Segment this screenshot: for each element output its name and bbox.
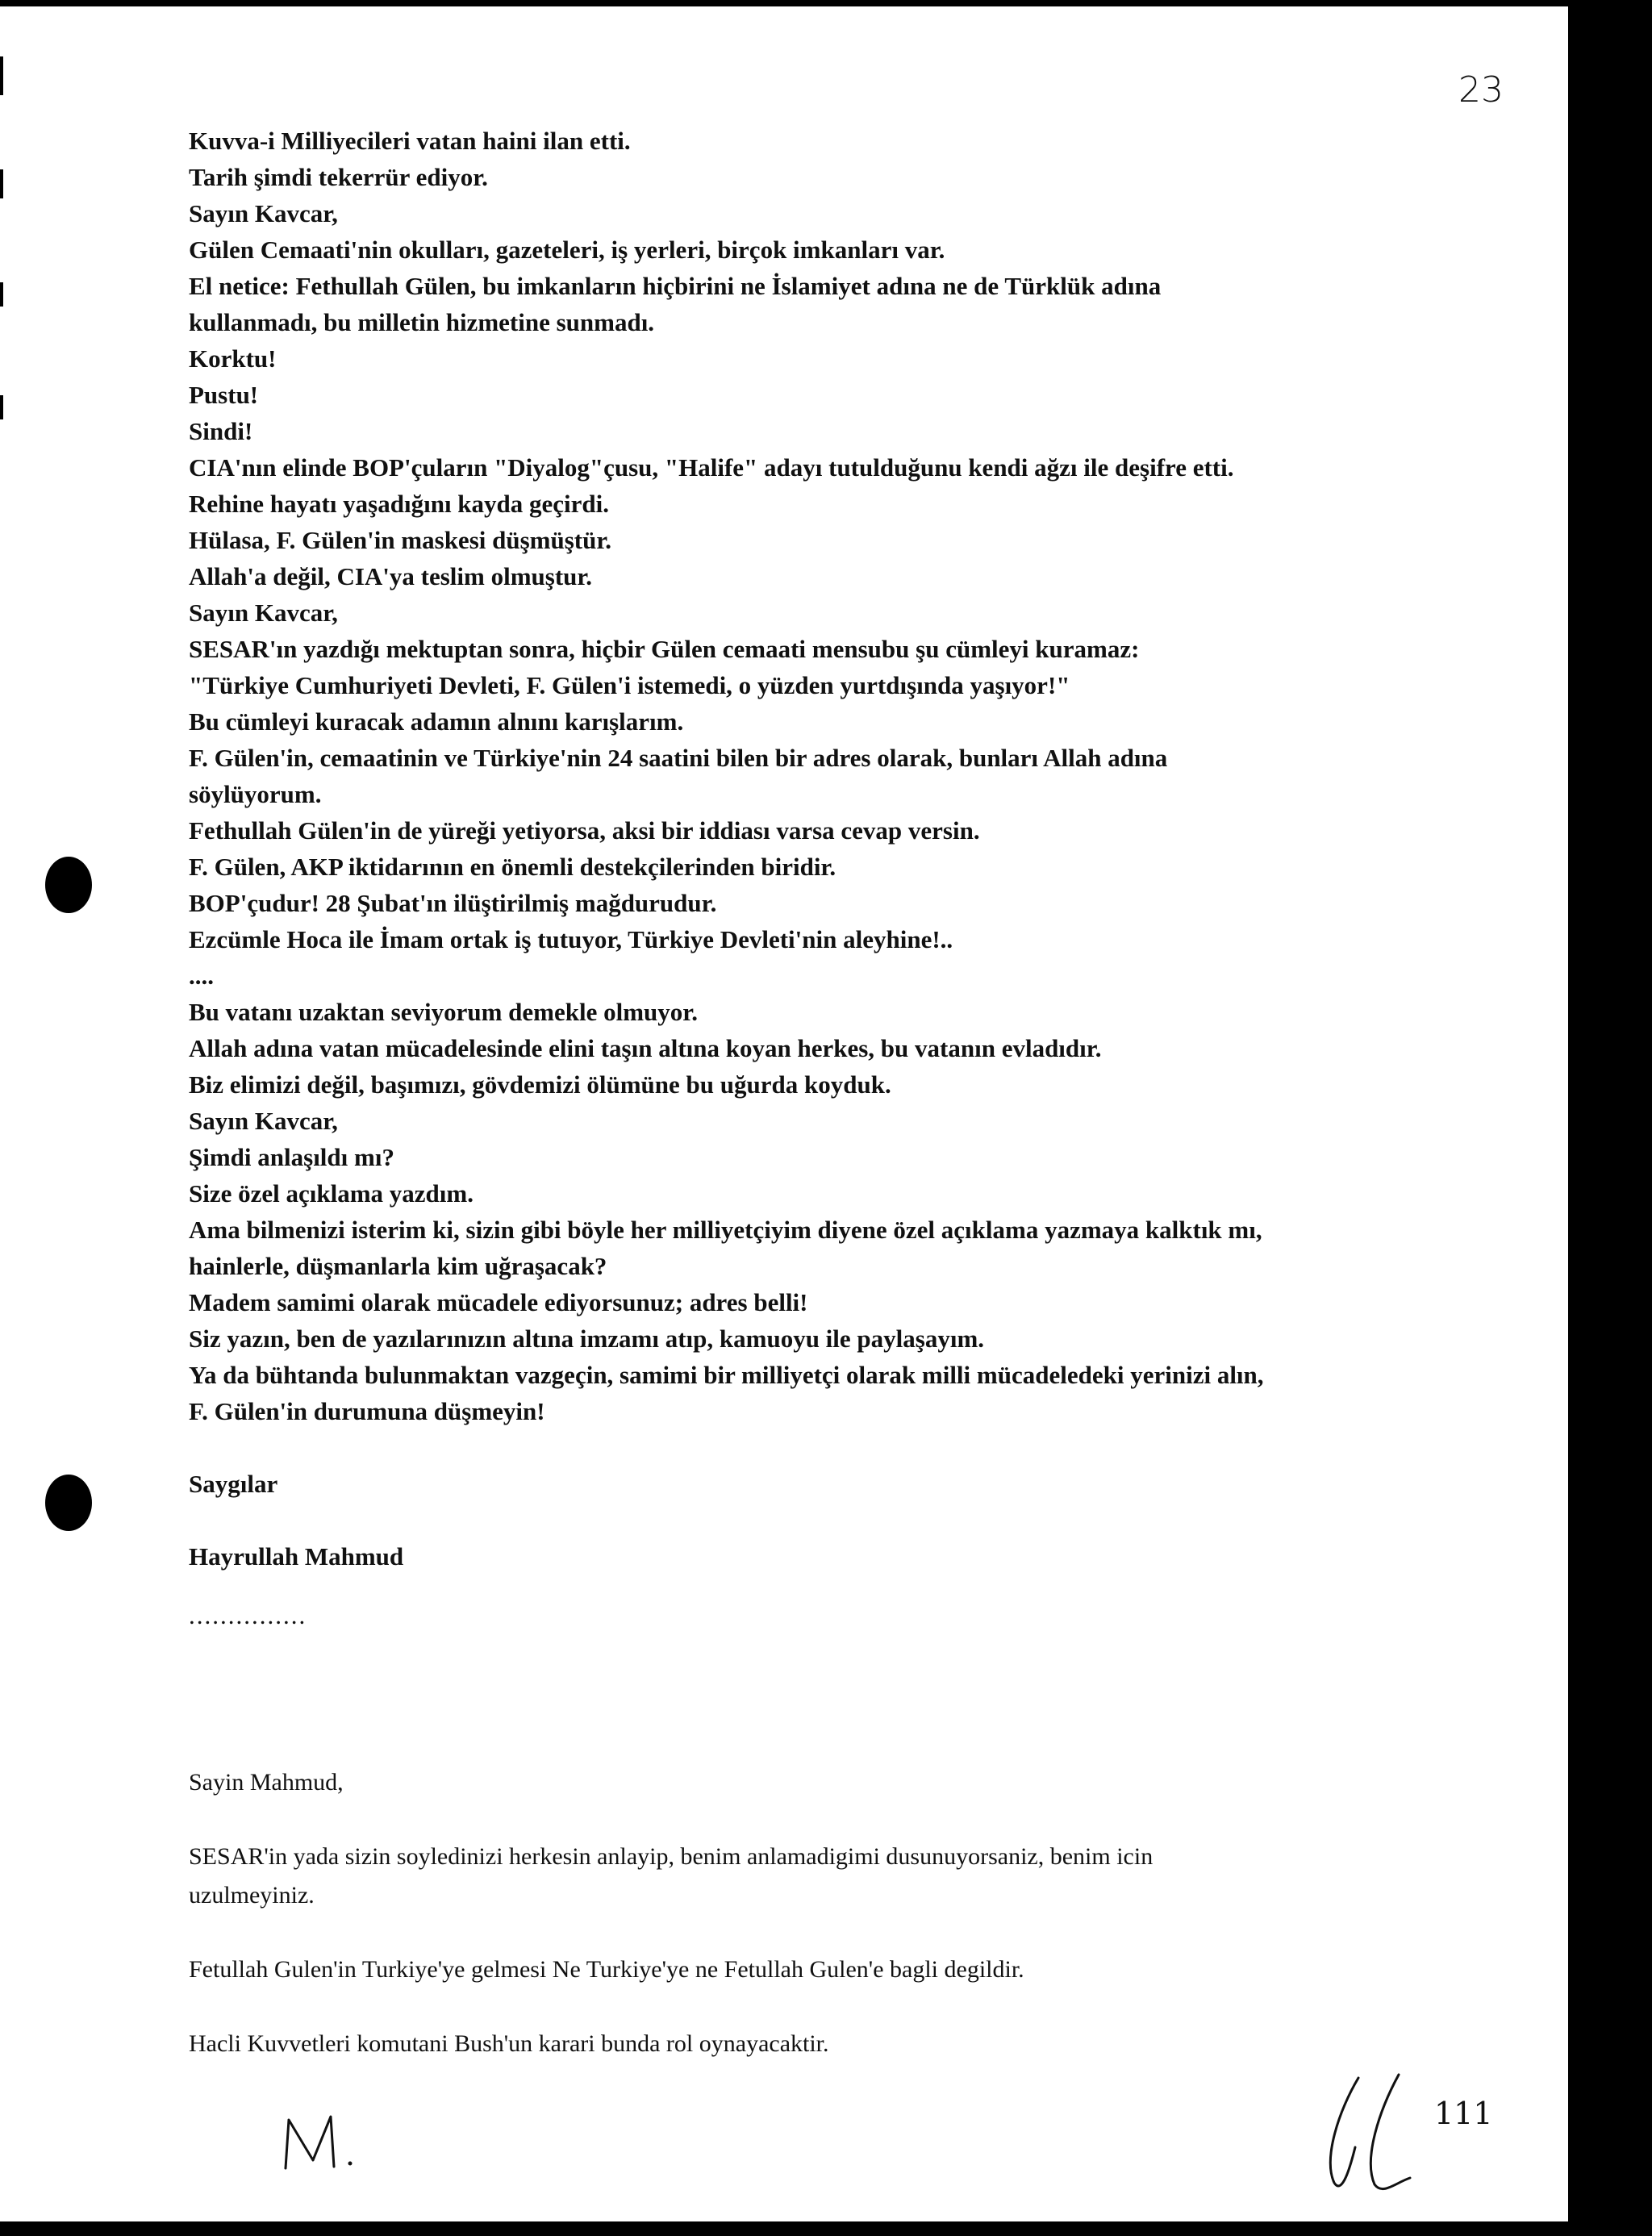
letter-line: F. Gülen, AKP iktidarının en önemli destekçilerinden biridir.: [189, 853, 836, 881]
handwritten-page-number: 23: [1458, 69, 1504, 111]
letter-line: Sayın Kavcar,: [189, 599, 338, 627]
letter-line: söylüyorum.: [189, 780, 322, 808]
spacer: [189, 1575, 1463, 1597]
scan-edge-mark: [0, 169, 3, 198]
handwritten-initial-m: [281, 2104, 378, 2176]
spacer: [189, 1502, 1463, 1538]
letter-line: Ama bilmenizi isterim ki, sizin gibi böyle her milliyetçiyim diyene özel açıklama yazmaya kalktık mı,: [189, 1216, 1262, 1244]
letter-body: [189, 123, 1463, 1633]
letter-line: Sindi!: [189, 417, 253, 445]
letter-line: Tarih şimdi tekerrür ediyor.: [189, 163, 488, 191]
letter-line: Allah adına vatan mücadelesinde elini taşın altına koyan herkes, bu vatanın evladıdır.: [189, 1034, 1102, 1062]
letter-line: Şimdi anlaşıldı mı?: [189, 1143, 394, 1171]
reply-salutation: Sayin Mahmud,: [189, 1769, 344, 1796]
handwritten-signature: [1315, 2070, 1428, 2199]
scan-border-top: [0, 0, 1652, 6]
page-number: 111: [1434, 2096, 1493, 2131]
letter-line: Korktu!: [189, 344, 277, 373]
letter-line: Bu cümleyi kuracak adamın alnını karışlarım.: [189, 707, 684, 736]
letter-line: Madem samimi olarak mücadele ediyorsunuz; adres belli!: [189, 1288, 808, 1316]
letter-closing: Saygılar: [189, 1470, 278, 1498]
letter-line: BOP'çudur! 28 Şubat'ın ilüştirilmiş mağdurudur.: [189, 889, 717, 917]
letter-line: F. Gülen'in durumuna düşmeyin!: [189, 1397, 545, 1425]
letter-line: Sayın Kavcar,: [189, 1107, 338, 1135]
letter-line: Biz elimizi değil, başımızı, gövdemizi ölümüne bu uğurda koyduk.: [189, 1070, 891, 1099]
spacer: [189, 1915, 1463, 1950]
letter-line: Allah'a değil, CIA'ya teslim olmuştur.: [189, 562, 593, 590]
letter-line: Size özel açıklama yazdım.: [189, 1179, 473, 1208]
letter-line: Gülen Cemaati'nin okulları, gazeteleri, iş yerleri, birçok imkanları var.: [189, 236, 945, 264]
letter-line: SESAR'ın yazdığı mektuptan sonra, hiçbir Gülen cemaati mensubu şu cümleyi kuramaz:: [189, 635, 1140, 663]
reply-paragraph-line: uzulmeyiniz.: [189, 1882, 315, 1909]
letter-line: Sayın Kavcar,: [189, 199, 338, 227]
letter-line: Rehine hayatı yaşadığını kayda geçirdi.: [189, 490, 610, 518]
letter-line: Siz yazın, ben de yazılarınızın altına imzamı atıp, kamuoyu ile paylaşayım.: [189, 1324, 985, 1353]
letter-line: hainlerle, düşmanlarla kim uğraşacak?: [189, 1252, 607, 1280]
letter-line: CIA'nın elinde BOP'çuların "Diyalog"çusu, "Halife" adayı tutulduğunu kendi ağzı ile deşifre etti.: [189, 453, 1234, 482]
letter-line: Bu vatanı uzaktan seviyorum demekle olmuyor.: [189, 998, 698, 1026]
letter-line: Ya da bühtanda bulunmaktan vazgeçin, samimi bir milliyetçi olarak milli mücadeledeki yerinizi alın,: [189, 1361, 1264, 1389]
reply-paragraph: Fetullah Gulen'in Turkiye'ye gelmesi Ne Turkiye'ye ne Fetullah Gulen'e bagli degildir.: [189, 1956, 1024, 1983]
letter-line: Pustu!: [189, 381, 259, 409]
letter-line: "Türkiye Cumhuriyeti Devleti, F. Gülen'i istemedi, o yüzden yurtdışında yaşıyor!": [189, 671, 1070, 699]
spacer: [189, 1989, 1463, 2025]
reply-paragraph: Hacli Kuvvetleri komutani Bush'un karari bunda rol oynayacaktir.: [189, 2030, 829, 2057]
letter-line: ....: [189, 962, 214, 990]
scan-edge-mark: [0, 395, 3, 419]
scan-border-right: [1568, 0, 1652, 2236]
letter-line: Ezcümle Hoca ile İmam ortak iş tutuyor, Türkiye Devleti'nin aleyhine!..: [189, 925, 953, 953]
reply-paragraph-line: SESAR'in yada sizin soyledinizi herkesin anlayip, benim anlamadigimi dusunuyorsaniz, benim icin: [189, 1843, 1153, 1870]
scan-edge-mark: [0, 282, 3, 307]
section-separator: ...............: [189, 1601, 307, 1629]
letter-line: F. Gülen'in, cemaatinin ve Türkiye'nin 24 saatini bilen bir adres olarak, bunları Allah adına: [189, 744, 1168, 772]
letter-line: Hülasa, F. Gülen'in maskesi düşmüştür.: [189, 526, 612, 554]
punch-hole: [45, 857, 92, 913]
letter-line: Fethullah Gülen'in de yüreği yetiyorsa, aksi bir iddiası varsa cevap versin.: [189, 816, 980, 845]
letter-line: kullanmadı, bu milletin hizmetine sunmadı.: [189, 308, 655, 336]
scan-border-bottom: [0, 2221, 1652, 2236]
scan-edge-mark: [0, 56, 3, 95]
punch-hole: [45, 1475, 92, 1531]
letter-signature-name: Hayrullah Mahmud: [189, 1542, 404, 1571]
letter-line: Kuvva-i Milliyecileri vatan haini ilan etti.: [189, 127, 631, 155]
spacer: [189, 1802, 1463, 1838]
letter-line: El netice: Fethullah Gülen, bu imkanların hiçbirini ne İslamiyet adına ne de Türklük adına: [189, 272, 1162, 300]
reply-section: [189, 1763, 1463, 2063]
spacer: [189, 1429, 1463, 1466]
